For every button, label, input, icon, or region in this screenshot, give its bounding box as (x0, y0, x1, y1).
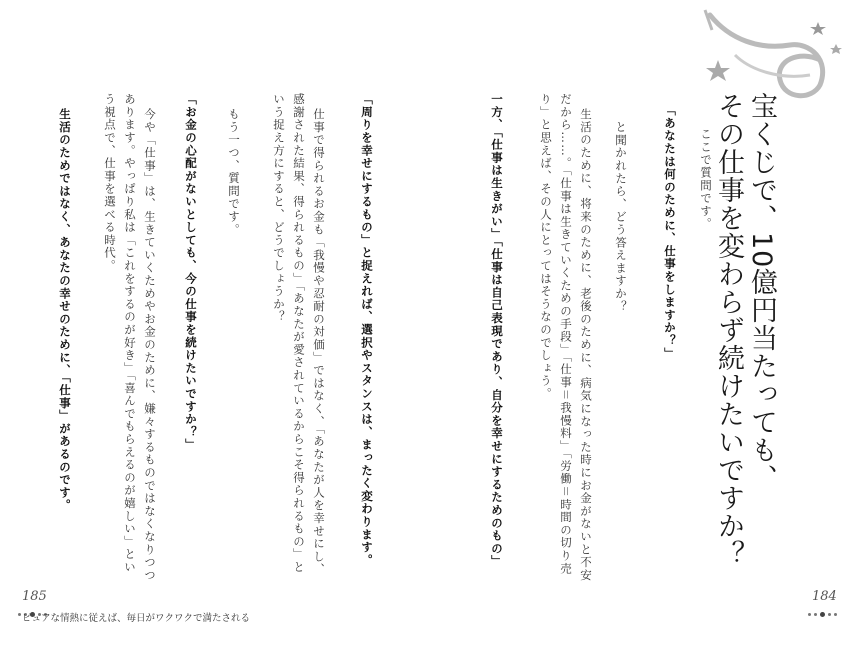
emphasis-line: 「周りを幸せにするもの」と捉えれば、選択やスタンスは、まったく変わります。 (360, 93, 374, 567)
paragraph: ここで質問です。 (699, 128, 713, 231)
emphasis-line: 一方、「仕事は生きがい」「仕事は自己表現であり、自分を幸せにするためのもの」 (490, 93, 504, 568)
paragraph: もう一つ、質問です。 (227, 108, 241, 236)
emphasis-line: 生活のためではなく、あなたの幸せのために、「仕事」があるのです。 (58, 108, 72, 512)
paragraph: り」と思えば、その人にとってはそうなのでしょう。 (539, 93, 553, 401)
chapter-title (712, 92, 778, 568)
paragraph: 仕事で得られるお金も「我慢や忍耐の対価」ではなく、「あなたが人を幸せにし、 (312, 108, 326, 576)
paragraph: 生活のために、将来のために、老後のために、病気になった時にお金がないと不安 (579, 108, 593, 582)
paragraph: あります。やっぱり私は「これをするのが好き」「喜んでもらえるのが嬉しい」とい (123, 93, 137, 574)
paragraph: だから……。「仕事は生きていくための手段」「仕事＝我慢料」「労働＝時間の切り売 (559, 93, 573, 575)
page-number-right: 184 (812, 589, 837, 604)
paragraph: う視点で、仕事を選べる時代。 (103, 93, 117, 273)
paragraph: 今や「仕事」は、生きていくためやお金のために、嫌々するものではなくなりつつ (143, 108, 157, 582)
chapter-title-line-2: その仕事を変わらず続けたいですか？ (713, 92, 744, 568)
running-footer: ピュアな情熱に従えば、毎日がワクワクで満たされる (22, 613, 251, 624)
paragraph: 感謝された結果、得られるもの」「あなたが愛されているからこそ得られるもの」と (292, 93, 306, 574)
question-heading: 「あなたは何のために、仕事をしますか？」 (663, 104, 677, 360)
page-number-left: 185 (22, 589, 47, 604)
paragraph: と聞かれたら、どう答えますか？ (614, 121, 628, 313)
paragraph: いう捉え方にすると、どうでしょうか？ (272, 93, 286, 324)
question-heading: 「お金の心配がないとしても、今の仕事を続けたいですか？」 (184, 93, 198, 452)
chapter-title-line-1: 宝くじで、10億円当たっても、 (746, 92, 777, 493)
page-number-ornament-right (808, 604, 840, 623)
